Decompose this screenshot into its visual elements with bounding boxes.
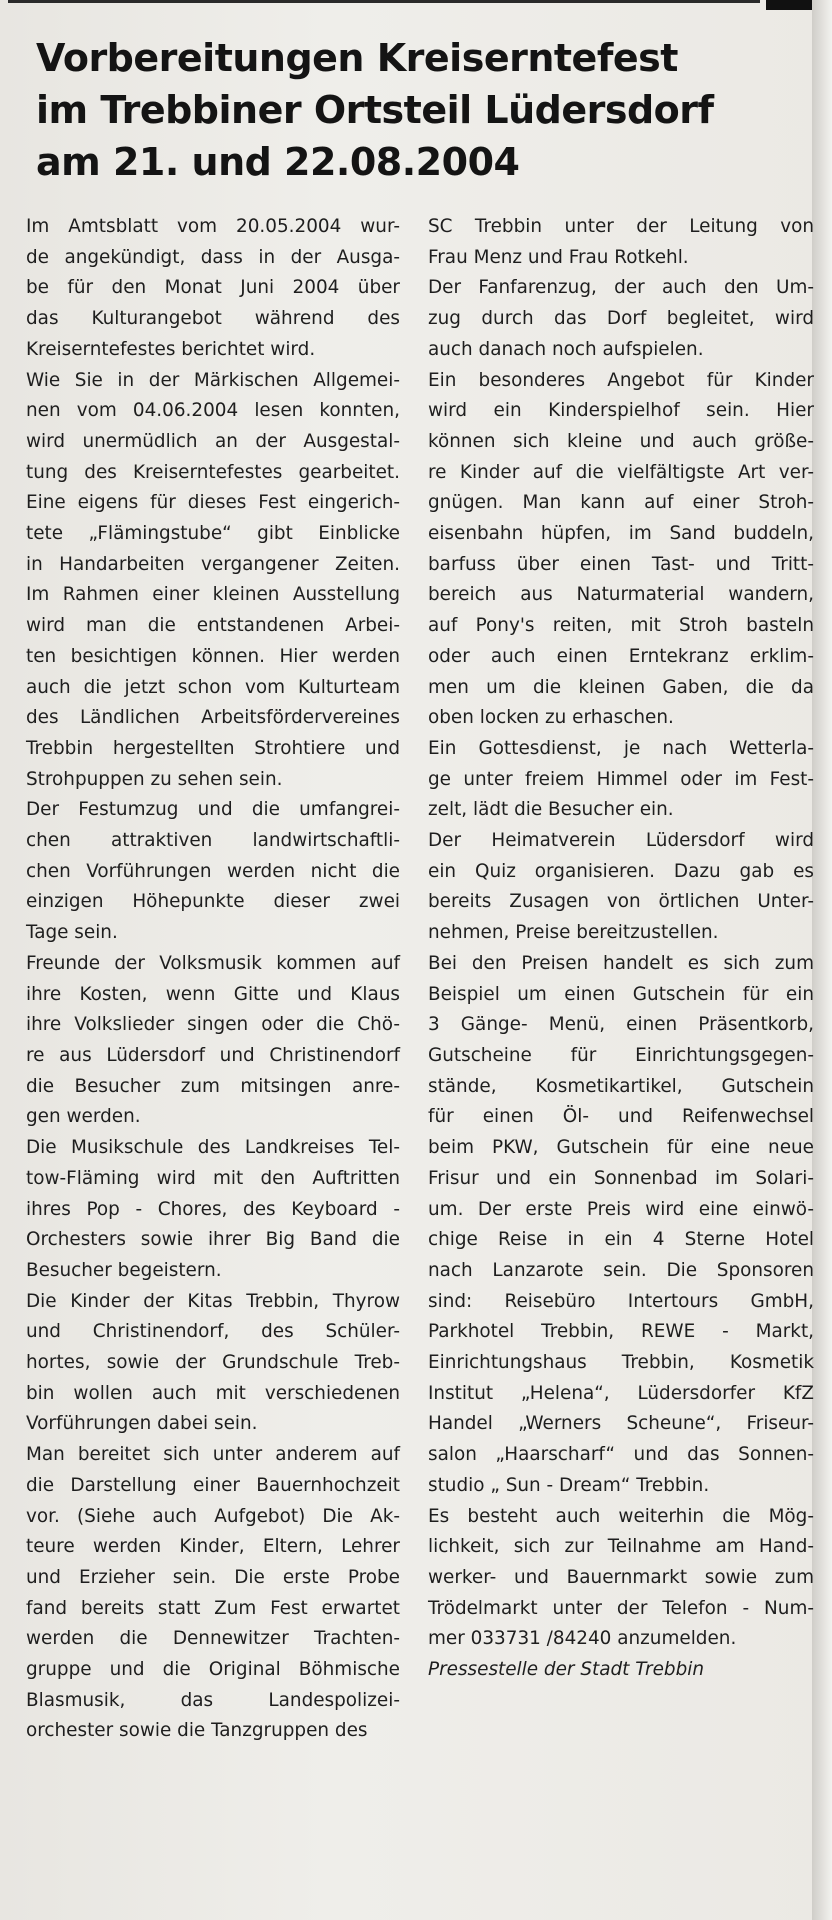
text-line: bin wollen auch mit verschiedenen xyxy=(26,1382,400,1404)
text-line: be für den Monat Juni 2004 über xyxy=(26,277,400,299)
text-line: zug durch das Dorf begleitet, wird xyxy=(428,308,814,330)
text-line: chige Reise in ein 4 Sterne Hotel xyxy=(428,1229,814,1251)
text-line: Eine eigens für dieses Fest eingerich- xyxy=(26,492,400,514)
text-line: Frau Menz und Frau Rotkehl. xyxy=(428,246,689,268)
text-line: Beispiel um einen Gutschein für ein xyxy=(428,983,814,1005)
text-line: Besucher begeistern. xyxy=(26,1259,222,1281)
text-line: nehmen, Preise bereitzustellen. xyxy=(428,922,719,944)
text-line: wird ein Kinderspielhof sein. Hier xyxy=(428,400,814,422)
text-line: re Kinder auf die vielfältigste Art ver- xyxy=(428,461,814,483)
text-line: de angekündigt, dass in der Ausga- xyxy=(26,246,400,268)
text-line: Der Festumzug und die umfangrei- xyxy=(26,799,400,821)
text-line: fand bereits statt Zum Fest erwartet xyxy=(26,1597,400,1619)
text-line: SC Trebbin unter der Leitung von xyxy=(428,216,814,237)
article-paragraph xyxy=(26,795,400,949)
text-line: Ein besonderes Angebot für Kinder xyxy=(428,369,814,391)
text-line: Blasmusik, das Landespolizei- xyxy=(26,1689,400,1711)
press-office-credit: Pressestelle der Stadt Trebbin xyxy=(428,1659,705,1681)
article-paragraph xyxy=(26,212,400,366)
text-line: Es besteht auch weiterhin die Mög- xyxy=(428,1505,814,1527)
text-line: und Christinendorf, des Schüler- xyxy=(26,1321,400,1343)
text-line: können sich kleine und auch größe- xyxy=(428,430,814,452)
article-paragraph xyxy=(428,949,814,1502)
text-line: Man bereitet sich unter anderem auf xyxy=(26,1444,400,1466)
text-line: auf Pony's reiten, mit Stroh basteln xyxy=(428,615,814,637)
article-paragraph xyxy=(428,734,814,826)
text-line: teure werden Kinder, Eltern, Lehrer xyxy=(26,1536,400,1558)
corner-block xyxy=(766,0,812,10)
text-line: ge unter freiem Himmel oder im Fest- xyxy=(428,768,814,790)
text-line: barfuss über einen Tast- und Tritt- xyxy=(428,553,814,575)
text-line: tete „Flämingstube“ gibt Einblicke xyxy=(26,523,400,545)
text-line: men um die kleinen Gaben, die da xyxy=(428,676,814,698)
text-line: des Ländlichen Arbeitsfördervereines xyxy=(26,707,400,729)
headline-line: am 21. und 22.08.2004 xyxy=(36,140,520,184)
text-line: chen attraktiven landwirtschaftli- xyxy=(26,830,400,852)
article-paragraph xyxy=(26,366,400,796)
text-line: nen vom 04.06.2004 lesen konnten, xyxy=(26,400,400,422)
article-paragraph xyxy=(428,273,814,365)
text-line: 3 Gänge- Menü, einen Präsentkorb, xyxy=(428,1014,814,1036)
text-line: Tage sein. xyxy=(26,922,118,944)
headline-line: im Trebbiner Ortsteil Lüdersdorf xyxy=(36,88,714,132)
text-line: die Besucher zum mitsingen anre- xyxy=(26,1075,400,1097)
column-body xyxy=(428,212,814,1655)
text-line: ihre Volkslieder singen oder die Chö- xyxy=(26,1014,400,1036)
text-line: tow-Fläming wird mit den Auftritten xyxy=(26,1167,400,1189)
article-column-left xyxy=(26,212,400,1747)
article-paragraph xyxy=(428,212,814,273)
article-paragraph xyxy=(26,1440,400,1747)
text-line: bereits Zusagen von örtlichen Unter- xyxy=(428,891,814,913)
text-line: studio „ Sun - Dream“ Trebbin. xyxy=(428,1474,710,1496)
text-line: bereich aus Naturmaterial wandern, xyxy=(428,584,814,606)
text-line: Kreiserntefestes berichtet wird. xyxy=(26,338,316,360)
text-line: Wie Sie in der Märkischen Allgemei- xyxy=(26,369,400,391)
text-line: ihres Pop - Chores, des Keyboard - xyxy=(26,1198,400,1220)
text-line: Bei den Preisen handelt es sich zum xyxy=(428,952,814,974)
article-paragraph xyxy=(26,1287,400,1441)
text-line: wird man die entstandenen Arbei- xyxy=(26,615,400,637)
text-line: Gutscheine für Einrichtungsgegen- xyxy=(428,1044,814,1066)
text-line: tung des Kreiserntefestes gearbeitet. xyxy=(26,461,400,483)
text-line: ihre Kosten, wenn Gitte und Klaus xyxy=(26,983,400,1005)
article-paragraph xyxy=(428,1502,814,1656)
text-line: werker- und Bauernmarkt sowie zum xyxy=(428,1566,814,1588)
article-headline xyxy=(36,32,776,188)
text-line: das Kulturangebot während des xyxy=(26,308,400,330)
text-line: Die Musikschule des Landkreises Tel- xyxy=(26,1137,400,1159)
text-line: die Darstellung einer Bauernhochzeit xyxy=(26,1474,400,1496)
text-line: Handel „Werners Scheune“, Friseur- xyxy=(428,1413,814,1435)
text-line: salon „Haarscharf“ und das Sonnen- xyxy=(428,1444,814,1466)
text-line: Trödelmarkt unter der Telefon - Num- xyxy=(428,1597,814,1619)
text-line: Trebbin hergestellten Strohtiere und xyxy=(26,737,400,759)
text-line: Vorführungen dabei sein. xyxy=(26,1413,258,1435)
text-line: wird unermüdlich an der Ausgestal- xyxy=(26,430,400,452)
text-line: sind: Reisebüro Intertours GmbH, xyxy=(428,1290,814,1312)
text-line: orchester sowie die Tanzgruppen des xyxy=(26,1720,368,1742)
text-line: lichkeit, sich zur Teilnahme am Hand- xyxy=(428,1536,814,1558)
text-line: vor. (Siehe auch Aufgebot) Die Ak- xyxy=(26,1505,400,1527)
text-line: nach Lanzarote sein. Die Sponsoren xyxy=(428,1259,814,1281)
text-line: re aus Lüdersdorf und Christinendorf xyxy=(26,1044,400,1066)
text-line: Der Fanfarenzug, der auch den Um- xyxy=(428,277,814,299)
article-paragraph xyxy=(26,949,400,1133)
text-line: chen Vorführungen werden nicht die xyxy=(26,860,400,882)
text-line: Im Rahmen einer kleinen Ausstellung xyxy=(26,584,400,606)
text-line: in Handarbeiten vergangener Zeiten. xyxy=(26,553,400,575)
text-line: einzigen Höhepunkte dieser zwei xyxy=(26,891,400,913)
text-line: oben locken zu erhaschen. xyxy=(428,707,674,729)
article-paragraph xyxy=(428,366,814,734)
text-line: Freunde der Volksmusik kommen auf xyxy=(26,952,400,974)
text-line: gruppe und die Original Böhmische xyxy=(26,1659,400,1681)
text-line: auch danach noch aufspielen. xyxy=(428,338,704,360)
page-edge xyxy=(812,0,832,1920)
text-line: zelt, lädt die Besucher ein. xyxy=(428,799,674,821)
text-line: Im Amtsblatt vom 20.05.2004 wur- xyxy=(26,216,400,237)
text-line: eisenbahn hüpfen, im Sand buddeln, xyxy=(428,523,814,545)
text-line: gnügen. Man kann auf einer Stroh- xyxy=(428,492,814,514)
text-line: und Erzieher sein. Die erste Probe xyxy=(26,1566,400,1588)
text-line: Strohpuppen zu sehen sein. xyxy=(26,768,283,790)
text-line: ten besichtigen können. Hier werden xyxy=(26,645,400,667)
text-line: gen werden. xyxy=(26,1106,141,1128)
text-line: ein Quiz organisieren. Dazu gab es xyxy=(428,860,814,882)
text-line: mer 033731 /84240 anzumelden. xyxy=(428,1628,737,1650)
text-line: Die Kinder der Kitas Trebbin, Thyrow xyxy=(26,1290,400,1312)
text-line: stände, Kosmetikartikel, Gutschein xyxy=(428,1075,814,1097)
text-line: auch die jetzt schon vom Kulturteam xyxy=(26,676,400,698)
text-line: Ein Gottesdienst, je nach Wetterla- xyxy=(428,737,814,759)
text-line: hortes, sowie der Grundschule Treb- xyxy=(26,1352,400,1374)
text-line: um. Der erste Preis wird eine einwö- xyxy=(428,1198,814,1220)
text-line: oder auch einen Erntekranz erklim- xyxy=(428,645,814,667)
text-line: Frisur und ein Sonnenbad im Solari- xyxy=(428,1167,814,1189)
text-line: beim PKW, Gutschein für eine neue xyxy=(428,1137,814,1159)
article-column-right xyxy=(428,212,814,1686)
article-paragraph xyxy=(26,1133,400,1287)
text-line: für einen Öl- und Reifenwechsel xyxy=(428,1106,814,1128)
text-line: Parkhotel Trebbin, REWE - Markt, xyxy=(428,1321,814,1343)
text-line: Orchesters sowie ihrer Big Band die xyxy=(26,1229,400,1251)
text-line: Der Heimatverein Lüdersdorf wird xyxy=(428,830,814,852)
text-line: Einrichtungshaus Trebbin, Kosmetik xyxy=(428,1352,814,1374)
text-line: Institut „Helena“, Lüdersdorfer KfZ xyxy=(428,1382,814,1404)
text-line: werden die Dennewitzer Trachten- xyxy=(26,1628,400,1650)
headline-line: Vorbereitungen Kreiserntefest xyxy=(36,36,678,80)
top-rule xyxy=(8,0,760,3)
article-paragraph xyxy=(428,826,814,949)
